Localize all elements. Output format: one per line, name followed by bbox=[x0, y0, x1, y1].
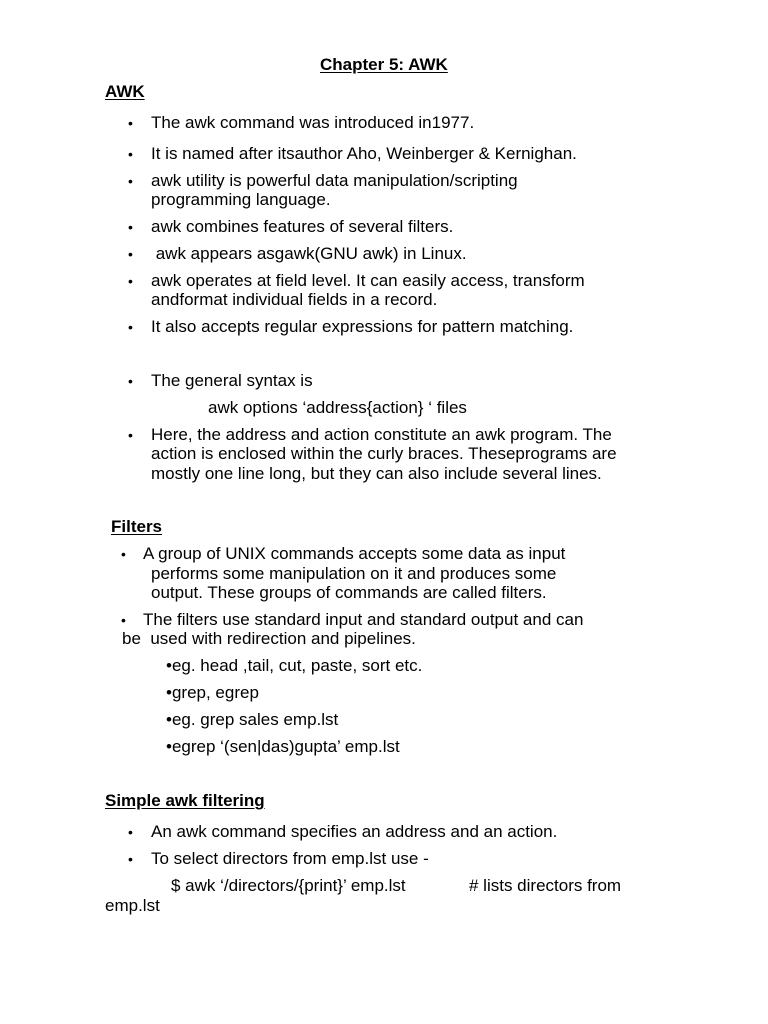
awk-bullet-6-cont: andformat individual fields in a record. bbox=[151, 290, 438, 309]
awk-bullet-6: awk operates at field level. It can easily access, transform bbox=[151, 271, 585, 290]
awk-bullet-8: The general syntax is bbox=[151, 371, 313, 390]
section-heading-filters: Filters bbox=[111, 517, 163, 536]
simple-bullet-2: To select directors from emp.lst use - bbox=[151, 849, 429, 868]
bullet-dot: • bbox=[128, 246, 133, 262]
simple-command-comment-cont: emp.lst bbox=[105, 896, 160, 915]
bullet-dot: • bbox=[128, 319, 133, 335]
bullet-dot: • bbox=[128, 373, 133, 389]
bullet-dot: • bbox=[128, 219, 133, 235]
filters-bullet-2-cont: be used with redirection and pipelines. bbox=[122, 629, 416, 648]
awk-bullet-3: awk utility is powerful data manipulation/scripting bbox=[151, 171, 518, 190]
filters-bullet-1-cont-1: performs some manipulation on it and produces some bbox=[151, 564, 557, 583]
bullet-dot: • bbox=[128, 273, 133, 289]
awk-syntax-line: awk options ‘address{action} ‘ files bbox=[208, 398, 467, 417]
page-title: Chapter 5: AWK bbox=[320, 55, 448, 74]
bullet-dot: • bbox=[121, 612, 126, 628]
bullet-dot: • bbox=[128, 851, 133, 867]
awk-bullet-9-cont-1: action is enclosed within the curly braces. Theseprograms are bbox=[151, 444, 617, 463]
simple-command-comment: # lists directors from bbox=[469, 876, 622, 895]
awk-bullet-9-cont-2: mostly one line long, but they can also include several lines. bbox=[151, 464, 602, 483]
filters-example-2: •grep, egrep bbox=[166, 683, 259, 702]
filters-bullet-1: A group of UNIX commands accepts some data as input bbox=[143, 544, 566, 563]
awk-bullet-3-cont: programming language. bbox=[151, 190, 331, 209]
bullet-dot: • bbox=[128, 427, 133, 443]
filters-example-4: •egrep ‘(sen|das)gupta’ emp.lst bbox=[166, 737, 400, 756]
section-heading-simple-awk-filtering: Simple awk filtering bbox=[105, 791, 265, 810]
filters-bullet-1-cont-2: output. These groups of commands are called filters. bbox=[151, 583, 547, 602]
bullet-dot: • bbox=[128, 115, 133, 131]
bullet-dot: • bbox=[128, 824, 133, 840]
simple-command: $ awk ‘/directors/{print}’ emp.lst bbox=[171, 876, 406, 895]
awk-bullet-7: It also accepts regular expressions for pattern matching. bbox=[151, 317, 574, 336]
filters-example-3: •eg. grep sales emp.lst bbox=[166, 710, 339, 729]
simple-bullet-1: An awk command specifies an address and an action. bbox=[151, 822, 558, 841]
filters-bullet-2: The filters use standard input and standard output and can bbox=[143, 610, 584, 629]
bullet-dot: • bbox=[128, 173, 133, 189]
awk-bullet-5: awk appears asgawk(GNU awk) in Linux. bbox=[151, 244, 467, 263]
awk-bullet-9: Here, the address and action constitute an awk program. The bbox=[151, 425, 612, 444]
bullet-dot: • bbox=[121, 546, 126, 562]
awk-bullet-4: awk combines features of several filters. bbox=[151, 217, 454, 236]
awk-bullet-1: The awk command was introduced in1977. bbox=[151, 113, 475, 132]
bullet-dot: • bbox=[128, 146, 133, 162]
section-heading-awk: AWK bbox=[105, 82, 145, 101]
filters-example-1: •eg. head ,tail, cut, paste, sort etc. bbox=[166, 656, 423, 675]
awk-bullet-2: It is named after itsauthor Aho, Weinberger & Kernighan. bbox=[151, 144, 577, 163]
